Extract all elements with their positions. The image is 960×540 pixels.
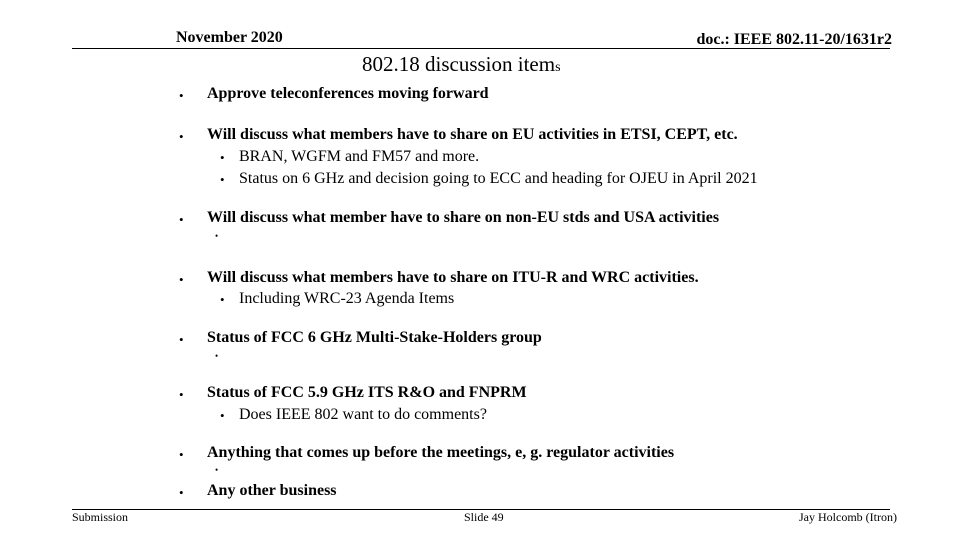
sub-item-6-1: Does IEEE 802 want to do comments? (239, 406, 487, 423)
footer-slide-number: Slide 49 (464, 510, 504, 524)
slide-title-main: 802.18 discussion item (362, 52, 556, 76)
bullet-icon: • (179, 485, 184, 500)
bullet-item-2: Will discuss what members have to share on EU activities in ETSI, CEPT, etc. (207, 126, 738, 143)
bullet-icon: • (179, 129, 184, 144)
sub-item-4-1: Including WRC-23 Agenda Items (239, 290, 455, 307)
sub-bullet-icon: • (220, 408, 225, 423)
slide-title (362, 52, 561, 77)
sub-bullet-icon: • (215, 351, 219, 361)
sub-item-2-2: Status on 6 GHz and decision going to ECC and heading for OJEU in April 2021 (239, 170, 758, 187)
footer-author: Jay Holcomb (Itron) (799, 510, 897, 524)
bullet-item-4: Will discuss what members have to share on ITU-R and WRC activities. (207, 269, 699, 286)
header-date: November 2020 (176, 29, 283, 46)
bullet-item-3: Will discuss what member have to share on non-EU stds and USA activities (207, 209, 720, 226)
bullet-icon: • (179, 272, 184, 287)
bullet-icon: • (179, 88, 184, 103)
bullet-icon: • (179, 332, 184, 347)
footer-submission: Submission (72, 510, 129, 524)
bullet-item-1: Approve teleconferences moving forward (207, 85, 489, 102)
header-divider (72, 48, 890, 49)
sub-bullet-icon: • (220, 292, 225, 307)
sub-bullet-icon: • (220, 150, 225, 165)
sub-bullet-icon: • (215, 465, 219, 475)
bullet-icon: • (179, 212, 184, 227)
bullet-item-7: Anything that comes up before the meetings, e, g. regulator activities (207, 444, 675, 461)
bullet-item-6: Status of FCC 5.9 GHz ITS R&O and FNPRM (207, 384, 527, 401)
bullet-icon: • (179, 447, 184, 462)
bullet-item-8: Any other business (207, 482, 337, 499)
bullet-icon: • (179, 387, 184, 402)
header-doc-id: doc.: IEEE 802.11-20/1631r2 (696, 31, 892, 48)
bullet-item-5: Status of FCC 6 GHz Multi-Stake-Holders group (207, 329, 542, 346)
sub-bullet-icon: • (220, 172, 225, 187)
sub-item-2-1: BRAN, WGFM and FM57 and more. (239, 148, 480, 165)
sub-bullet-icon: • (215, 231, 219, 241)
slide-title-tail: s (555, 60, 561, 75)
